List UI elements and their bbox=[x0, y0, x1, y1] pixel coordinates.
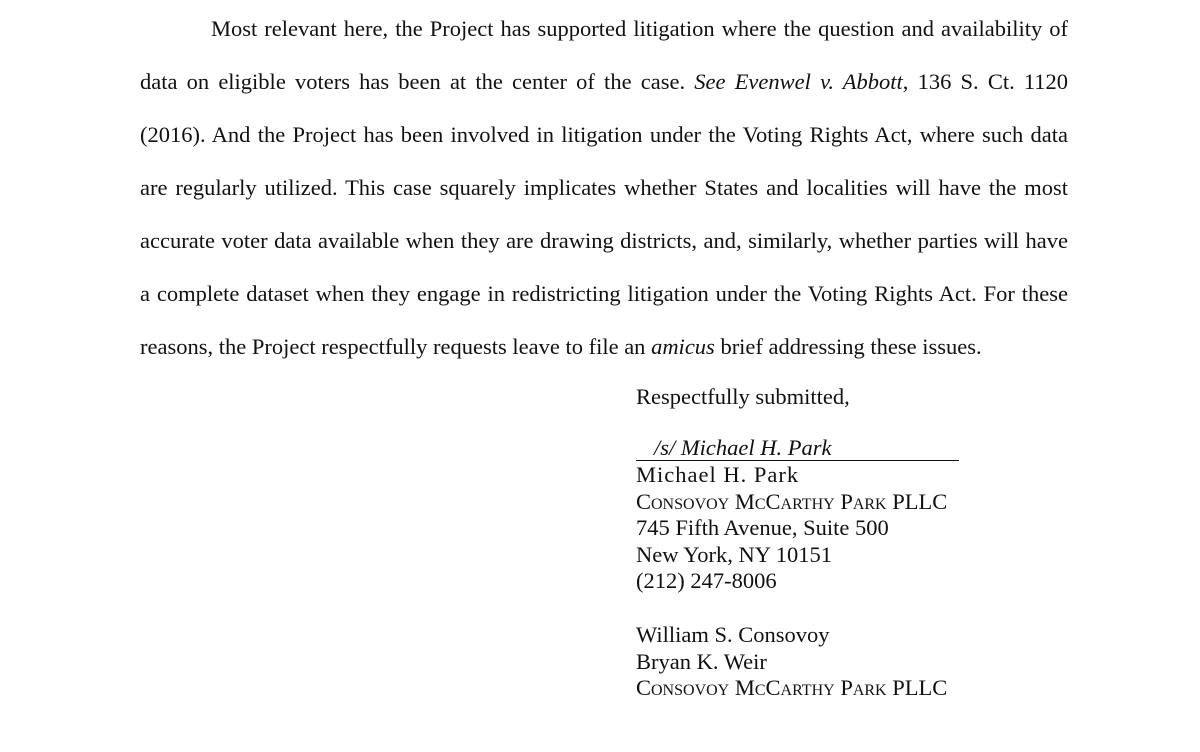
case-name: Evenwel v. Abbott bbox=[734, 69, 903, 94]
address-line-2: New York, NY 10151 bbox=[636, 541, 833, 567]
amicus-term: amicus bbox=[651, 334, 715, 359]
counsel-block-1 bbox=[636, 462, 1116, 595]
signature-prefix: /s/ bbox=[654, 435, 676, 460]
sentence-2: And the Project has been involved in litigation under the Voting Rights Act, where such data are regularly utilized. This case squarely implicates whether States and localities will have the most accurate voter data available when they are drawing districts, and, similarly, whether parties will have a complete dataset when they engage in redistricting litigation under the Voting Rights Act. For these reasons, the Project respectfully requests leave to file an bbox=[140, 122, 1068, 359]
firm-name-2: Consovoy McCarthy Park PLLC bbox=[636, 675, 948, 700]
firm-name: Consovoy McCarthy Park PLLC bbox=[636, 488, 948, 514]
sentence-end: brief addressing these issues. bbox=[720, 334, 982, 359]
body-paragraph bbox=[140, 2, 1068, 373]
sentence-1: Most relevant here, the Project has supported litigation where the question and availability of data on eligible voters has been at the center of the case. bbox=[140, 16, 1068, 94]
citation-signal: See bbox=[694, 69, 726, 94]
counsel-name-2: William S. Consovoy bbox=[636, 622, 830, 647]
signature-line bbox=[636, 436, 959, 461]
counsel-name: Michael H. Park bbox=[636, 462, 800, 487]
closing-line: Respectfully submitted, bbox=[636, 384, 850, 409]
counsel-block-2 bbox=[636, 622, 1116, 702]
counsel-name-3: Bryan K. Weir bbox=[636, 648, 767, 674]
signature-name: Michael H. Park bbox=[680, 435, 832, 460]
phone-number: (212) 247-8006 bbox=[636, 568, 777, 593]
case-citation: , 136 S. Ct. 1120 (2016). bbox=[140, 69, 1069, 147]
address-line-1: 745 Fifth Avenue, Suite 500 bbox=[636, 515, 889, 540]
